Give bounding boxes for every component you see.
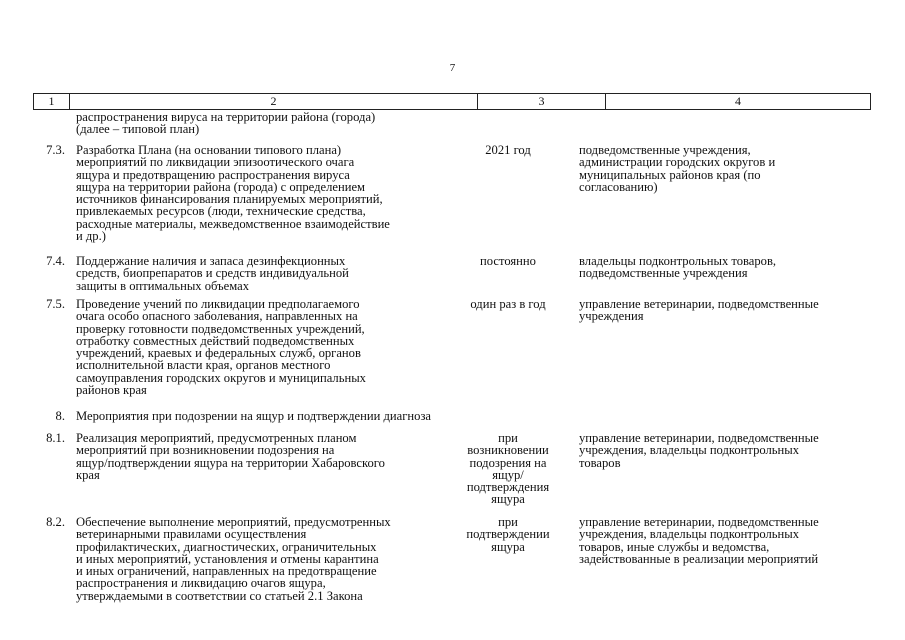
header-col-3: 3 [478,94,606,109]
row-term: при подтверждении ящура [466,515,550,554]
row-term: один раз в год [470,297,546,311]
row-term: постоянно [480,254,536,268]
section-number: 8. [55,409,65,423]
row-description: Поддержание наличия и запаса дезинфекционных средств, биопрепаратов и средств индивидуальной защиты в оптимальных объемах [76,254,349,293]
page-number: 7 [449,62,456,74]
row-number: 8.1. [46,431,65,445]
table-header [33,93,871,110]
row-description: Обеспечение выполнение мероприятий, предусмотренных ветеринарными правилами осуществления профилактических, диагностических, ограничительных и иных мероприятий, установления и отмены карантина и иных ограничений, направленных на предотвращение распространения и ликвидацию очагов ящура, утверждаемыми в соответствии со статьей 2.1 Закона [76,515,391,603]
row-executor: управление ветеринарии, подведомственные учреждения, владельцы подконтрольных товаров, иные службы и ведомства, задействованные в реализации мероприятий [579,515,819,566]
row-executor: управление ветеринарии, подведомственные учреждения, владельцы подконтрольных товаров [579,431,819,470]
row-executor: подведомственные учреждения, администрации городских округов и муниципальных районов края (по согласованию) [579,143,776,194]
section-title: Мероприятия при подозрении на ящур и подтверждении диагноза [76,409,432,423]
row-number: 7.3. [46,143,65,157]
row-number: 8.2. [46,515,65,529]
row-description: Разработка Плана (на основании типового плана) мероприятий по ликвидации эпизоотического очага ящура и предотвращению распространения вируса ящура на территории района (города) с определением источников финансирования планируемых мероприятий, привлекаемых ресурсов (люди, технические средства, расходные материалы, межведомственное взаимодействие и др.) [76,143,390,244]
row-description: Проведение учений по ликвидации предполагаемого очага особо опасного заболевания, направленных на проверку готовности подведомственных учреждений, отработку совместных действий подведомственных учреждений, краевых и федеральных служб, органов исполнительной власти края, органов местного самоуправления городских округов и муниципальных районов края [76,297,366,398]
header-col-4: 4 [735,94,741,108]
row-term: 2021 год [485,143,531,157]
row-term: при возникновении подозрения на ящур/ подтверждения ящура [466,431,550,507]
row-number: 7.4. [46,254,65,268]
header-col-2: 2 [70,94,478,109]
header-col-1: 1 [34,94,70,109]
row-executor: владельцы подконтрольных товаров, подведомственные учреждения [579,254,777,281]
row-number: 7.5. [46,297,65,311]
row-description: Реализация мероприятий, предусмотренных планом мероприятий при возникновении подозрения на ящур/подтверждении ящура на территории Хабаровского края [76,431,385,482]
row-executor: управление ветеринарии, подведомственные учреждения [579,297,819,324]
continuation-text: распространения вируса на территории района (города) (далее – типовой план) [76,110,376,137]
